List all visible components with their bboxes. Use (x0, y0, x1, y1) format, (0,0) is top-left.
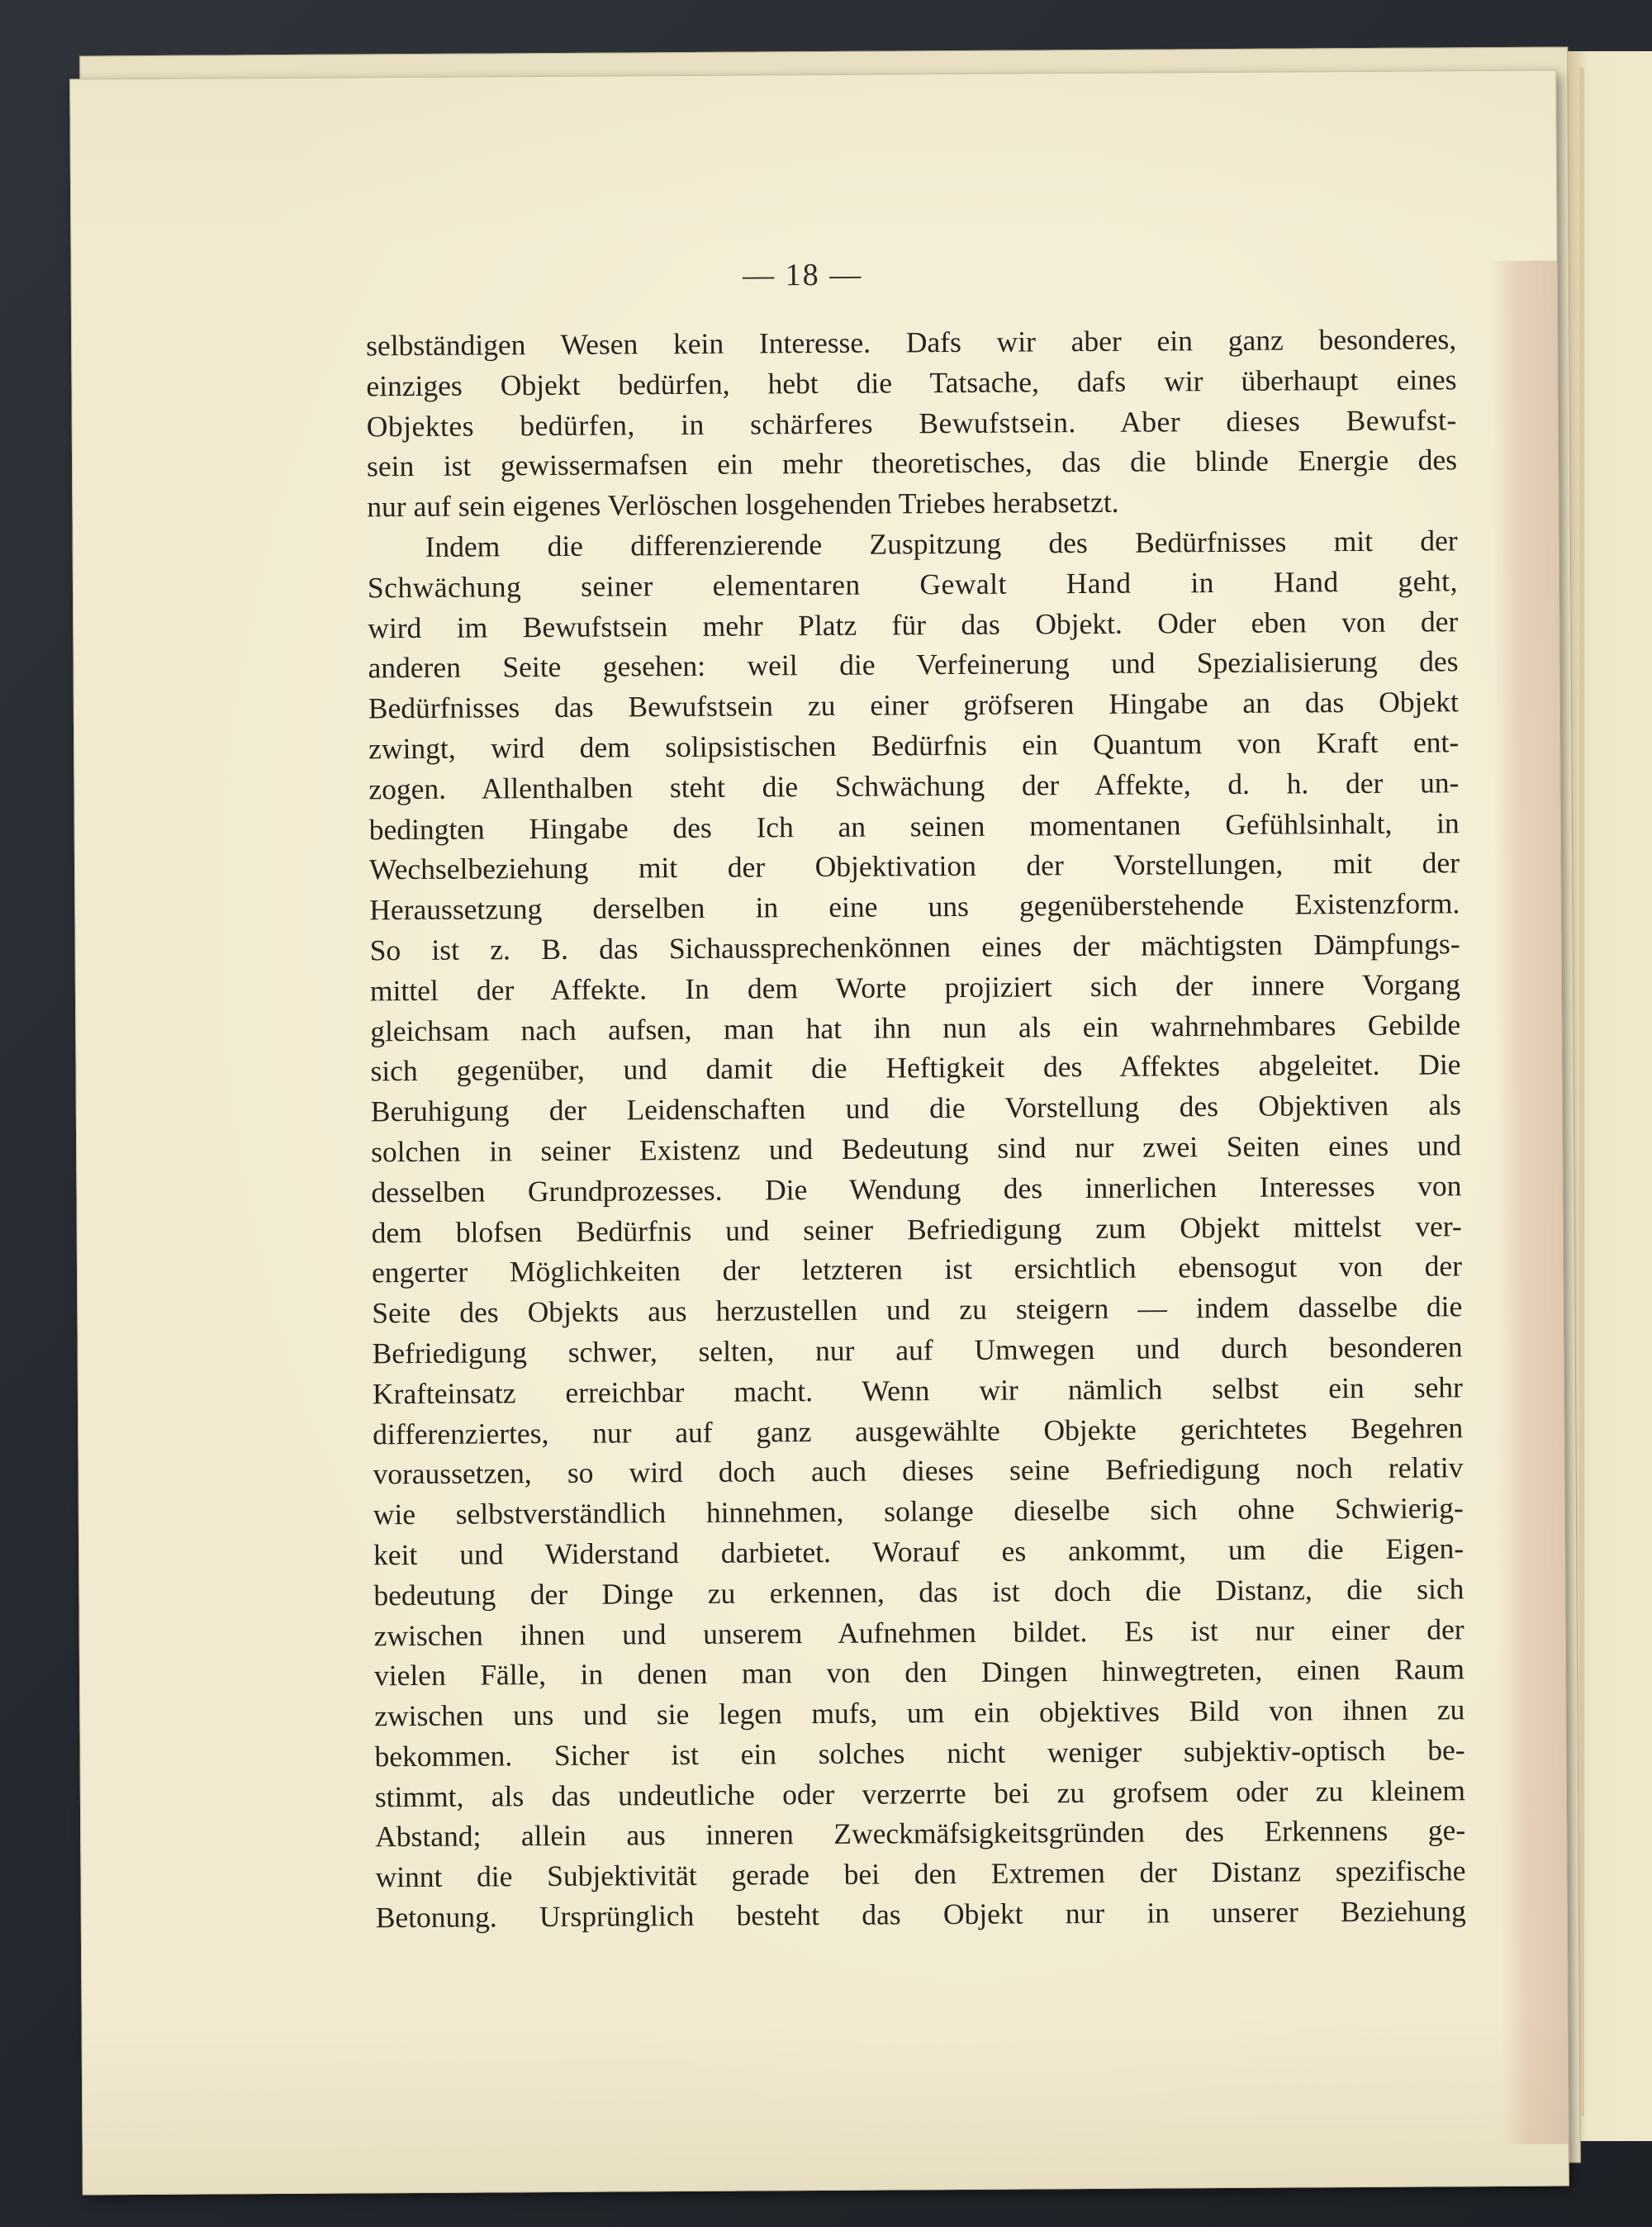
text-line: einziges Objekt bedürfen, hebt die Tatsache, dafs wir überhaupt eines (366, 363, 1457, 403)
text-line: wie selbstverständlich hinnehmen, solange dieselbe sich ohne Schwierig- (373, 1491, 1464, 1531)
text-line: gleichsam nach aufsen, man hat ihn nun als ein wahrnehmbares Gebilde (370, 1007, 1461, 1047)
text-line: Indem die differenzierende Zuspitzung des Bedürfnisses mit der (425, 524, 1458, 563)
text-line: solchen in seiner Existenz und Bedeutung sind nur zwei Seiten eines und (371, 1128, 1462, 1169)
text-line: zwischen ihnen und unserem Aufnehmen bildet. Es ist nur einer der (373, 1612, 1464, 1652)
text-line: Heraussetzung derselben in eine uns gegenüberstehende Existenzform. (369, 886, 1460, 927)
text-line: bedingten Hingabe des Ich an seinen momentanen Gefühlsinhalt, in (368, 805, 1460, 846)
page-number: — 18 — (743, 257, 863, 293)
body-text (366, 319, 1466, 1938)
book-page (69, 70, 1569, 2196)
text-line: Befriedigung schwer, selten, nur auf Umwegen und durch besonderen (372, 1330, 1463, 1370)
text-line: engerter Möglichkeiten der letzteren ist ersichtlich ebensogut von der (371, 1249, 1463, 1289)
text-line: nur auf sein eigenes Verlöschen losgehenden Triebes herabsetzt. (367, 485, 1119, 524)
text-line: Objektes bedürfen, in schärferes Bewufstsein. Aber dieses Bewufst- (366, 402, 1457, 443)
text-line: selbständigen Wesen kein Interesse. Dafs wir aber ein ganz besonderes, (366, 322, 1457, 363)
text-line: stimmt, als das undeutliche oder verzerrte bei zu grofsem oder zu kleinem (374, 1773, 1465, 1813)
text-line: Seite des Objekts aus herzustellen und zu steigern — indem dasselbe die (372, 1289, 1463, 1330)
text-line: sich gegenüber, und damit die Heftigkeit des Affektes abgeleitet. Die (370, 1047, 1461, 1088)
text-line: Wechselbeziehung mit der Objektivation der Vorstellungen, mit der (368, 846, 1460, 886)
text-line: zwingt, wird dem solipsistischen Bedürfnis ein Quantum von Kraft ent- (368, 725, 1460, 766)
text-line: winnt die Subjektivität gerade bei den Extremen der Distanz spezifische (375, 1854, 1466, 1894)
facing-page-fold (1579, 68, 1584, 2116)
text-line: keit und Widerstand darbietet. Worauf es ankommt, um die Eigen- (373, 1531, 1464, 1572)
text-line: bedeutung der Dinge zu erkennen, das ist doch die Distanz, die sich (373, 1571, 1464, 1612)
text-line: dem blofsen Bedürfnis und seiner Befriedigung zum Objekt mittelst ver- (371, 1208, 1462, 1249)
text-line: Krafteinsatz erreichbar macht. Wenn wir nämlich selbst ein sehr (372, 1370, 1464, 1411)
text-line: sein ist gewissermafsen ein mehr theoretisches, das die blinde Energie des (366, 443, 1458, 483)
text-line: So ist z. B. das Sichaussprechenkönnen eines der mächtigsten Dämpfungs- (369, 927, 1460, 967)
text-line: zogen. Allenthalben steht die Schwächung der Affekte, d. h. der un- (368, 766, 1460, 806)
text-line: differenziertes, nur auf ganz ausgewählte Objekte gerichtetes Begehren (373, 1410, 1464, 1451)
text-line: Betonung. Ursprünglich besteht das Objekt nur in unserer Beziehung (375, 1894, 1466, 1935)
text-line: bekommen. Sicher ist ein solches nicht weniger subjektiv-optisch be- (374, 1733, 1465, 1774)
text-line: Bedürfnisses das Bewufstsein zu einer gröfseren Hingabe an das Objekt (368, 685, 1459, 725)
text-line: Beruhigung der Leidenschaften und die Vorstellung des Objektiven als (370, 1088, 1461, 1128)
text-line: wird im Bewufstsein mehr Platz für das Objekt. Oder eben von der (368, 604, 1459, 644)
text-line: desselben Grundprozesses. Die Wendung des innerlichen Interesses von (371, 1168, 1462, 1209)
text-line: zwischen uns und sie legen mufs, um ein objektives Bild von ihnen zu (374, 1693, 1465, 1733)
text-line: anderen Seite gesehen: weil die Verfeinerung und Spezialisierung des (368, 644, 1459, 685)
text-line: vielen Fälle, in denen man von den Dingen hinwegtreten, einen Raum (373, 1652, 1465, 1693)
gutter-shadow (1491, 261, 1569, 2144)
text-line: voraussetzen, so wird doch auch dieses seine Befriedigung noch relativ (373, 1451, 1464, 1491)
text-line: mittel der Affekte. In dem Worte projiziert sich der innere Vorgang (369, 967, 1461, 1008)
text-line: Schwächung seiner elementaren Gewalt Hand in Hand geht, (367, 564, 1459, 605)
text-line: Abstand; allein aus inneren Zweckmäfsigkeitsgründen des Erkennens ge- (375, 1813, 1466, 1854)
